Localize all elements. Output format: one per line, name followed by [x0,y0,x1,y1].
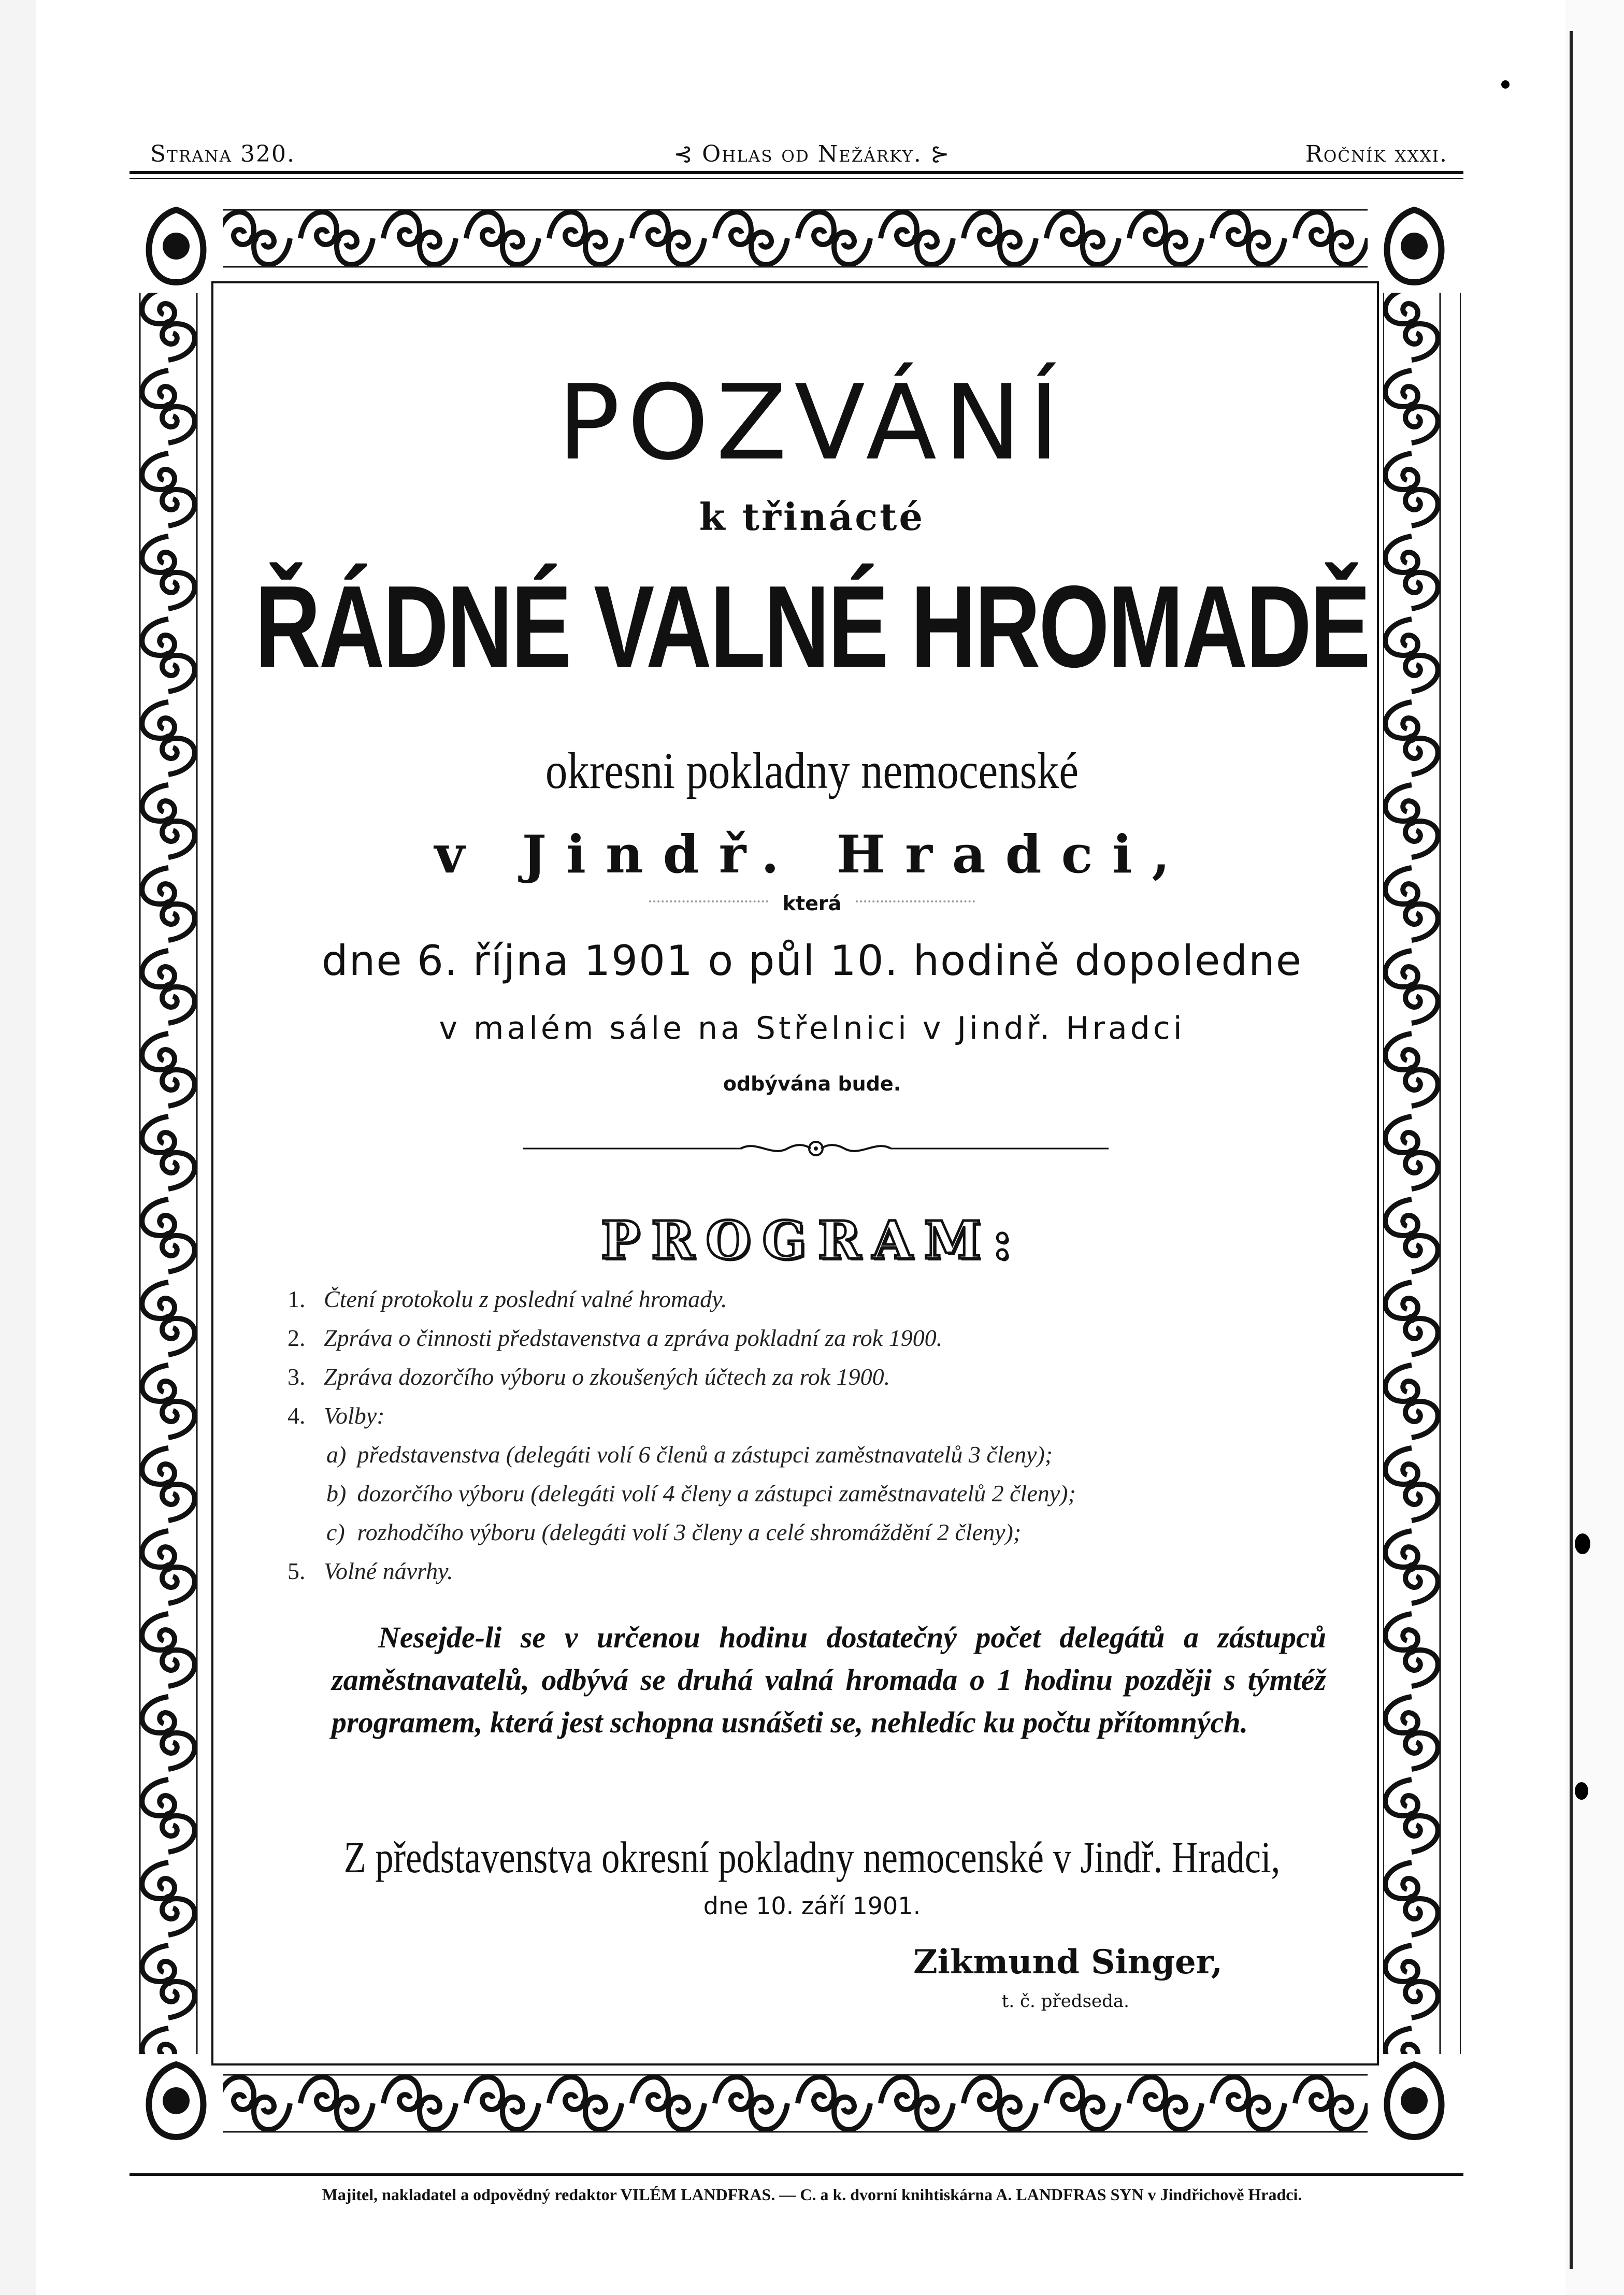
program-item: 5. Volné návrhy. [288,1558,453,1584]
program-list [288,1280,1427,1590]
scan-speck [1575,1533,1590,1554]
squiggle-ornament [649,900,768,910]
journal-title: ⊰ Ohlas od Nežárky. ⊱ [673,141,951,167]
signer-role: t. č. předseda. [1001,1991,1129,2012]
held-label: odbývána bude. [723,1072,901,1095]
squiggle-ornament [856,900,975,910]
imprint-footer: Majitel, nakladatel a odpovědný redaktor VILÉM LANDFRAS. — C. a k. dvorní knihtiskárna A. LANDFRAS SYN v Jindřichově Hradci. [322,2185,1302,2204]
program-subitem: b) dozorčího výboru (delegáti volí 4 členy a zástupci zaměstnavatelů 2 členy); [326,1480,1076,1507]
program-item: 3. Zpráva dozorčího výboru o zkoušených účtech za rok 1900. [288,1364,890,1390]
scan-edge-right [1565,0,1624,2295]
signature-date: dne 10. září 1901. [703,1892,921,1920]
which-line [0,892,1624,915]
scan-edge-left [0,0,36,2295]
meeting-date: dne 6. října 1901 o půl 10. hodině dopoledne [321,937,1303,985]
scan-speck [1501,80,1510,89]
signer-name: Zikmund Singer, [913,1943,1223,1982]
volume-number: Ročník xxxi. [1305,141,1448,167]
notice-title: POZVÁNÍ [557,363,1067,483]
scan-speck [1575,1782,1588,1800]
footer-rule [130,2173,1463,2176]
program-subitem: a) představenstva (delegáti volí 6 členů a zástupci zaměstnavatelů 3 členy); [326,1441,1053,1468]
header-rule [130,171,1463,174]
notice-subtitle: k třinácté [699,495,925,539]
place-name: v Jindř. Hradci, [434,824,1190,885]
signature-from: Z představenstva okresní pokladny nemocenské v Jindř. Hradci, [343,1832,1281,1882]
meeting-venue: v malém sále na Střelnici v Jindř. Hradci [439,1010,1185,1046]
program-subitem: c) rozhodčího výboru (delegáti volí 3 členy a celé shromáždění 2 členy); [326,1519,1022,1545]
program-heading: PROGRAM: [600,1210,1024,1271]
organization-name: okresni pokladny nemocenské [545,742,1079,799]
program-item: 4. Volby: [288,1402,385,1429]
which-label: která [782,892,842,915]
notice-headline: ŘÁDNÉ VALNÉ HROMADĚ [255,561,1369,692]
ornamental-divider [523,1140,1109,1157]
program-item: 1. Čtení protokolu z poslední valné hromady. [288,1286,727,1312]
quorum-note: Nesejde-li se v určenou hodinu dostatečný počet delegátů a zástupců zaměstnavatelů, odbývá se druhá valná hromada o 1 hodinu později s týmtéž programem, která jest schopna usnášeti se, nehledíc ku počtu přítomných. [332,1620,1326,1739]
page-number: Strana 320. [150,141,296,167]
header-rule-thin [130,178,1463,179]
program-item: 2. Zpráva o činnosti představenstva a zpráva pokladní za rok 1900. [288,1325,943,1351]
